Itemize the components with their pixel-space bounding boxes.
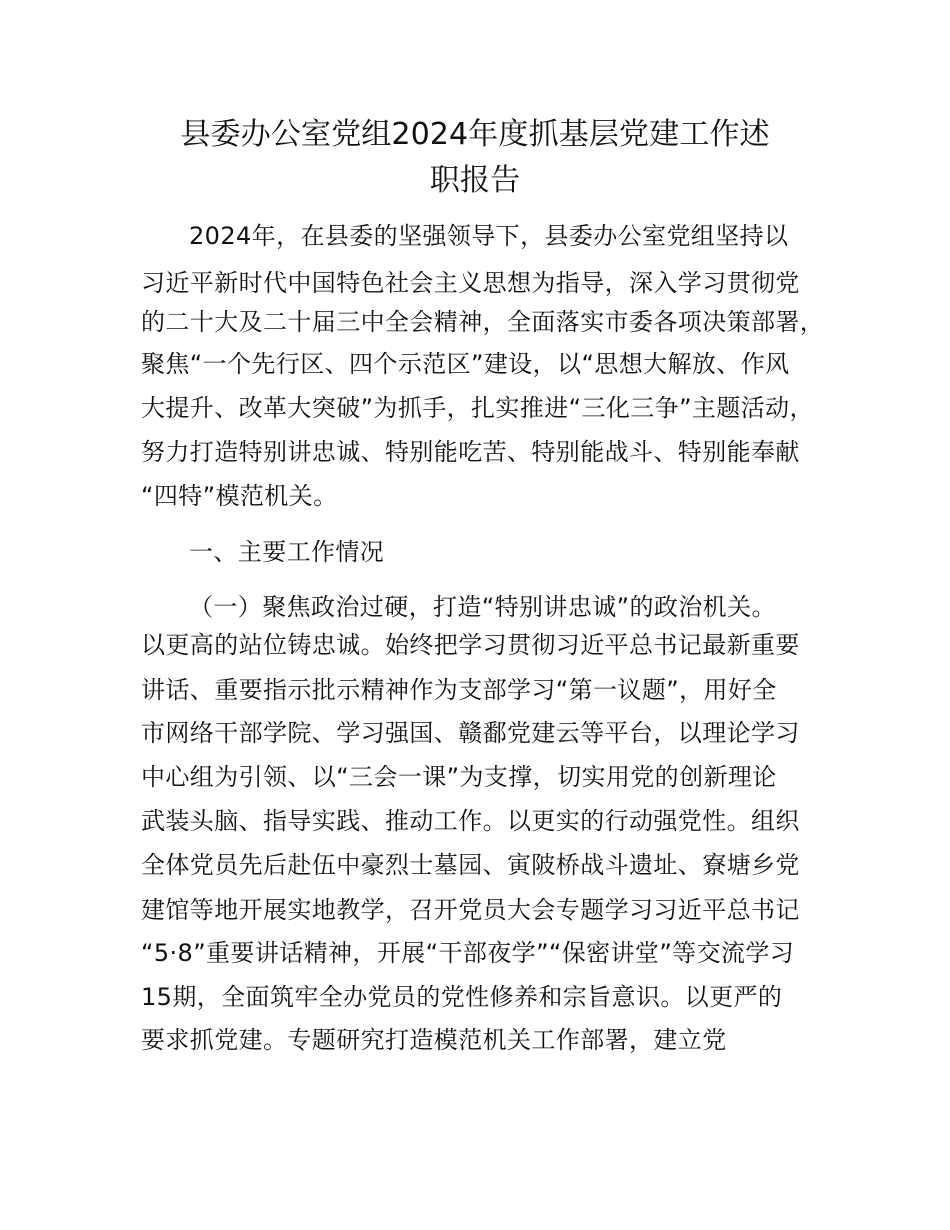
document-title-line-2: 职报告 [429, 163, 521, 198]
body-line-16: 15期，全面筑牢全办党员的党性修养和宗旨意识。以更严的 [141, 983, 783, 1011]
body-line-8: 以更高的站位铸忠诚。始终把学习贯彻习近平总书记最新重要 [141, 631, 800, 659]
body-line-12: 武装头脑、指导实践、推动工作。以更实的行动强党性。组织 [141, 807, 800, 835]
document-title-line-1: 县委办公室党组2024年度抓基层党建工作述 [180, 117, 770, 152]
body-line-7: “四特”模范机关。 [141, 482, 338, 510]
section-heading-1: 一、主要工作情况 [189, 538, 385, 566]
body-line-14: 建馆等地开展实地教学，召开党员大会专题学习习近平总书记 [141, 896, 800, 924]
body-line-1: 2024年，在县委的坚强领导下，县委办公室党组坚持以 [189, 222, 789, 250]
body-line-13: 全体党员先后赴伍中豪烈士墓园、寅陂桥战斗遗址、寮塘乡党 [141, 851, 800, 879]
body-line-10: 市网络干部学院、学习强国、赣鄱党建云等平台，以理论学习 [141, 719, 800, 747]
body-line-9: 讲话、重要指示批示精神作为支部学习“第一议题”，用好全 [141, 676, 777, 704]
body-line-15: “5·8”重要讲话精神，开展“干部夜学”“保密讲堂”等交流学习 [141, 939, 795, 967]
body-line-6: 努力打造特别讲忠诚、特别能吃苦、特别能战斗、特别能奉献 [141, 438, 800, 466]
body-line-17: 要求抓党建。专题研究打造模范机关工作部署，建立党 [141, 1026, 727, 1054]
body-line-5: 大提升、改革大突破”为抓手，扎实推进“三化三争”主题活动， [141, 394, 814, 422]
subsection-heading-1: （一）聚焦政治过硬，打造“特别讲忠诚”的政治机关。 [189, 593, 776, 621]
body-line-4: 聚焦“一个先行区、四个示范区”建设，以“思想大解放、作风 [141, 350, 790, 378]
body-line-3: 的二十大及二十届三中全会精神，全面落实市委各项决策部署， [141, 308, 825, 336]
body-line-11: 中心组为引领、以“三会一课”为支撑，切实用党的创新理论 [141, 763, 777, 791]
body-line-2: 习近平新时代中国特色社会主义思想为指导，深入学习贯彻党 [141, 269, 800, 297]
